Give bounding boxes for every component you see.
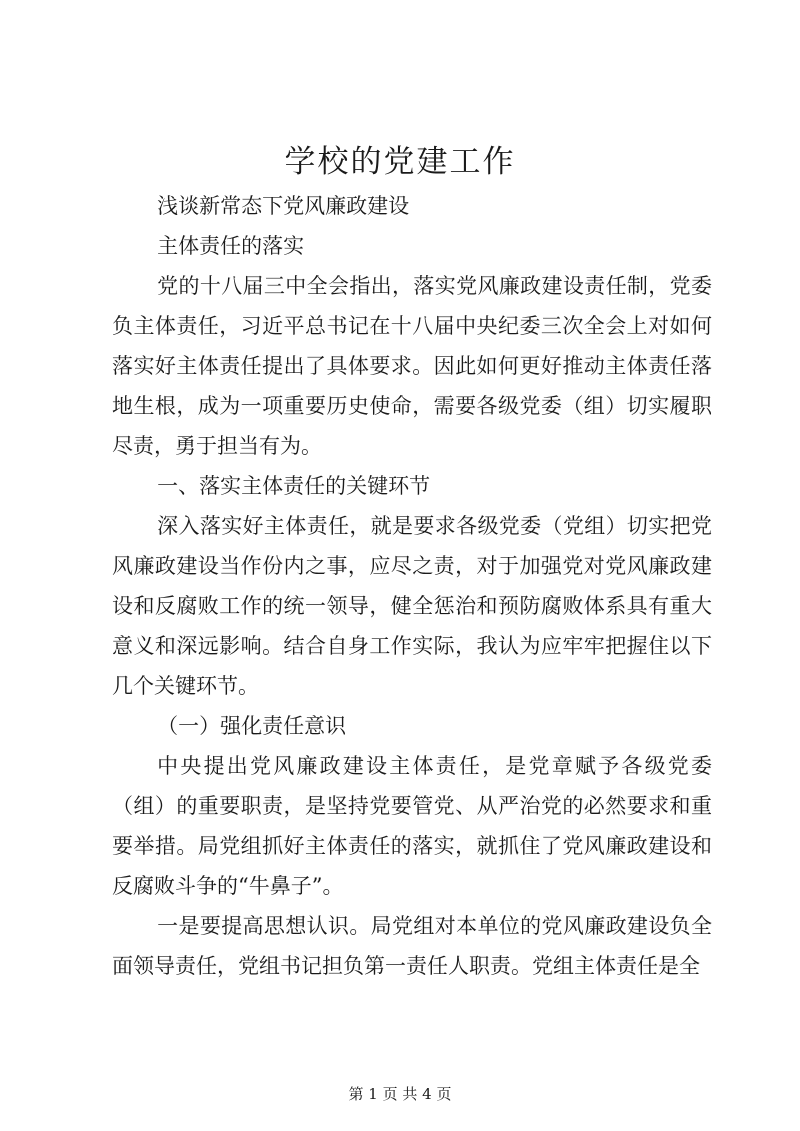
body-paragraph: 深入落实好主体责任，就是要求各级党委（党组）切实把党风廉政建设当作份内之事，应尽之责，对于加强党对党风廉政建设和反腐败工作的统一领导，健全惩治和预防腐败体系具有重大意义和深远影响。结合自身工作实际，我认为应牢牢把握住以下几个关键环节。	[112, 514, 712, 698]
document-title: 学校的党建工作	[284, 144, 516, 180]
subtitle-paragraph: 浅谈新常态下党风廉政建设	[157, 194, 410, 218]
subtitle-paragraph-2: 主体责任的落实	[157, 234, 305, 258]
document-body	[112, 186, 712, 986]
section-heading: 一、落实主体责任的关键环节	[157, 474, 431, 498]
page-footer: 第 1 页 共 4 页	[348, 1085, 452, 1103]
body-paragraph: 一是要提高思想认识。局党组对本单位的党风廉政建设负全面领导责任，党组书记担负第一责任人职责。党组主体责任是全	[112, 914, 712, 978]
body-paragraph: 党的十八届三中全会指出，落实党风廉政建设责任制，党委负主体责任，习近平总书记在十八届中央纪委三次全会上对如何落实好主体责任提出了具体要求。因此如何更好推动主体责任落地生根，成为一项重要历史使命，需要各级党委（组）切实履职尽责，勇于担当有为。	[112, 274, 712, 458]
body-paragraph: 中央提出党风廉政建设主体责任，是党章赋予各级党委（组）的重要职责，是坚持党要管党、从严治党的必然要求和重要举措。局党组抓好主体责任的落实，就抓住了党风廉政建设和反腐败斗争的“牛鼻子”。	[112, 754, 712, 898]
subsection-heading: （一）强化责任意识	[157, 714, 347, 738]
